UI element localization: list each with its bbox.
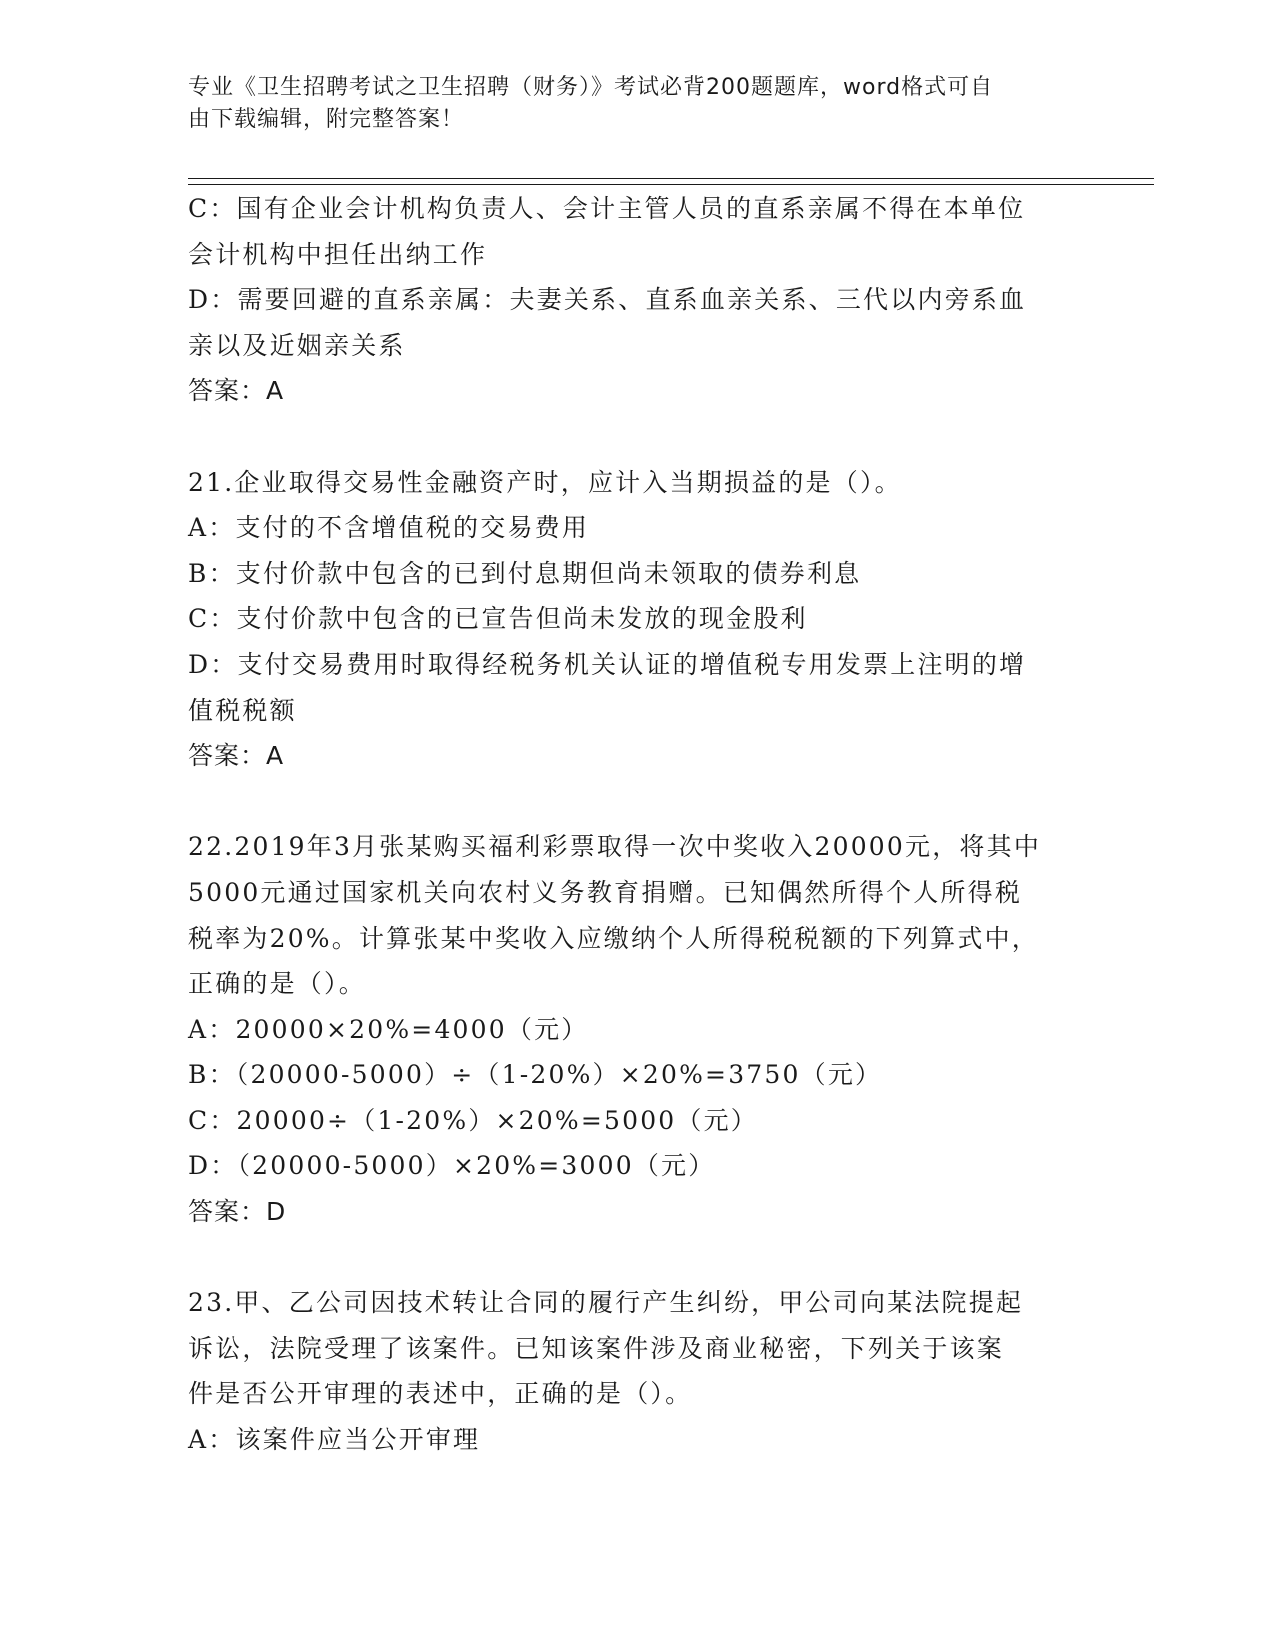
answer-line: 答案：A [188,376,285,406]
block-spacer [188,414,1088,460]
answer-line: 答案：D [188,1197,287,1227]
question-stem-line-1: 23.甲、乙公司因技术转让合同的履行产生纠纷，甲公司向某法院提起 [188,1288,1024,1318]
option-d-line-1: D：支付交易费用时取得经税务机关认证的增值税专用发票上注明的增 [188,649,1027,679]
question-block-22 [188,824,1088,1234]
question-stem-line-2: 5000元通过国家机关向农村义务教育捐赠。已知偶然所得个人所得税 [188,877,1023,907]
question-stem-line-2: 诉讼，法院受理了该案件。已知该案件涉及商业秘密，下列关于该案 [188,1333,1005,1363]
option-b: B：支付价款中包含的已到付息期但尚未领取的债券利息 [188,558,862,588]
option-b: B：（20000-5000）÷（1-20%）×20%=3750（元） [188,1060,883,1090]
document-header [188,72,1068,136]
question-block-23 [188,1280,1088,1462]
block-spacer [188,1235,1088,1281]
option-d-line-1: D：需要回避的直系亲属：夫妻关系、直系血亲关系、三代以内旁系血 [188,285,1027,315]
question-block-20 [188,186,1088,414]
question-block-21 [188,460,1088,779]
block-spacer [188,779,1088,825]
header-line-1: 专业《卫生招聘考试之卫生招聘（财务）》考试必背200题题库，word格式可自 [188,75,994,100]
option-c-line-1: C：国有企业会计机构负责人、会计主管人员的直系亲属不得在本单位 [188,194,1026,223]
option-d: D：（20000-5000）×20%=3000（元） [188,1151,716,1181]
option-d-line-2: 值税税额 [188,695,297,725]
header-rule-top [188,178,1154,179]
option-a: A：20000×20%=4000（元） [188,1014,589,1044]
question-stem-line-1: 22.2019年3月张某购买福利彩票取得一次中奖收入20000元，将其中 [188,832,1042,862]
answer-line: 答案：A [188,741,285,771]
question-stem-line-3: 税率为20%。计算张某中奖收入应缴纳个人所得税税额的下列算式中， [188,923,1039,953]
question-stem-line-4: 正确的是（）。 [188,969,366,999]
header-rule-bottom [188,184,1154,185]
option-c: C：20000÷（1-20%）×20%=5000（元） [188,1105,759,1135]
question-content [188,186,1088,1463]
question-stem-line-3: 件是否公开审理的表述中，正确的是（）。 [188,1379,693,1409]
question-stem: 21.企业取得交易性金融资产时，应计入当期损益的是（）。 [188,467,902,497]
option-c-line-2: 会计机构中担任出纳工作 [188,239,488,269]
option-a: A：该案件应当公开审理 [188,1425,481,1455]
option-a: A：支付的不含增值税的交易费用 [188,513,590,543]
option-d-line-2: 亲以及近姻亲关系 [188,330,406,360]
header-line-2: 由下载编辑，附完整答案！ [188,107,465,132]
option-c: C：支付价款中包含的已宣告但尚未发放的现金股利 [188,604,808,634]
